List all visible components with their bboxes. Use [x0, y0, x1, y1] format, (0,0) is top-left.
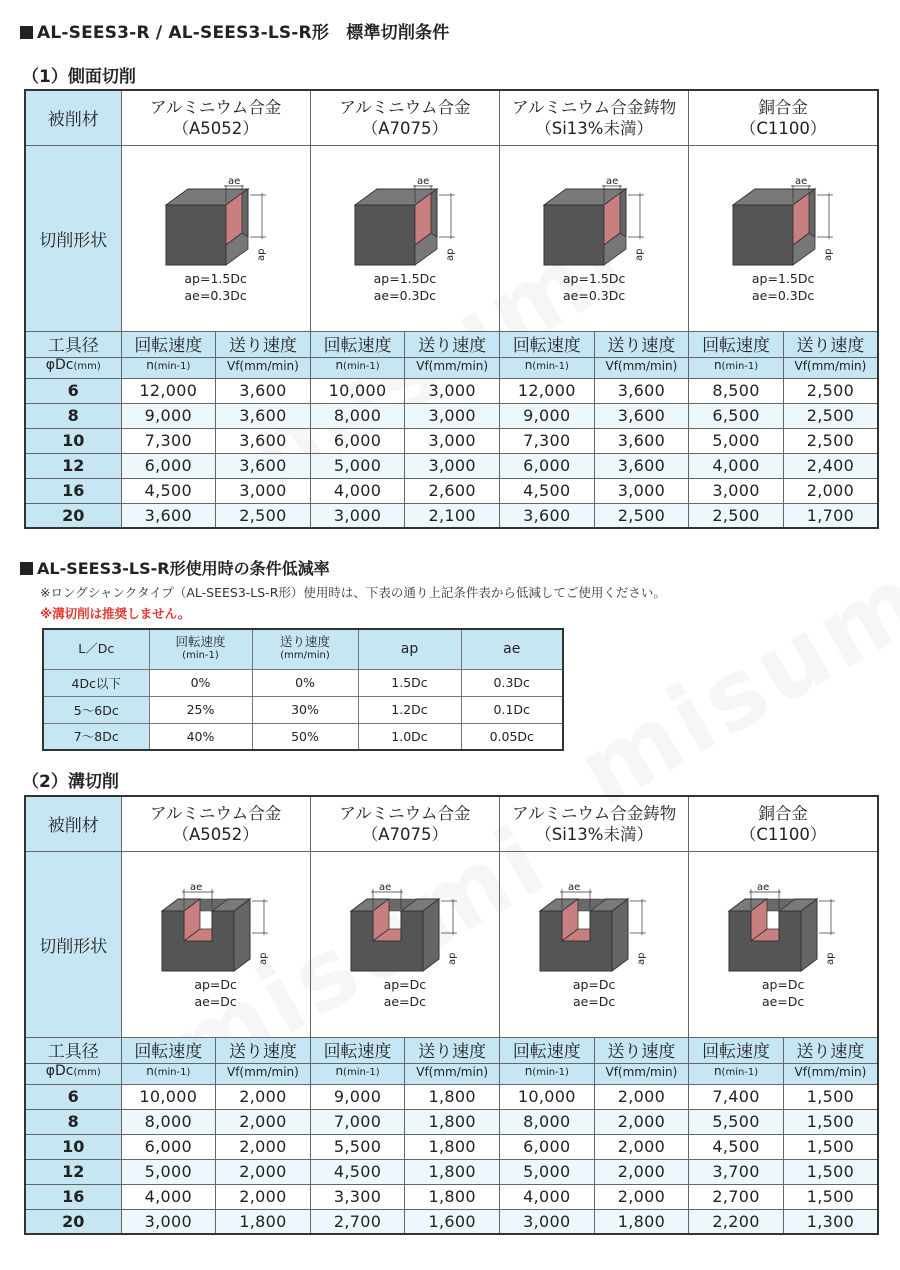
speed-cell: 6,000 — [500, 1134, 595, 1159]
slot-cut-block-icon — [723, 883, 843, 975]
watermark — [560, 524, 900, 829]
ap-label: ap — [446, 952, 458, 965]
tool-dia-unit: φDc(mm) — [25, 1063, 121, 1084]
speed-cell: 8,000 — [310, 403, 405, 428]
ap-param: ap=1.5Dc — [184, 271, 247, 286]
table-row — [25, 453, 878, 478]
ae-label: ae — [189, 883, 202, 893]
speed-cell: 3,700 — [689, 1159, 784, 1184]
feed-cell: 3,600 — [594, 453, 689, 478]
speed-cell: 10,000 — [310, 378, 405, 403]
feed-cell: 2,500 — [594, 503, 689, 528]
tool-dia-cell: 20 — [25, 503, 121, 528]
square-bullet-icon — [20, 562, 33, 575]
table-row — [25, 1184, 878, 1209]
ae-label: ae — [378, 883, 392, 893]
speed-header: 回転速度 — [310, 331, 405, 357]
speed-cell: 7,000 — [310, 1109, 405, 1134]
speed-unit: n(min-1) — [121, 1063, 216, 1084]
side-cut-diagram — [310, 145, 499, 331]
table-row — [25, 1109, 878, 1134]
feed-cell: 0% — [252, 669, 358, 696]
side-cut-diagram — [121, 145, 310, 331]
feed-cell: 3,600 — [594, 403, 689, 428]
ae-label: ae — [568, 883, 581, 893]
tool-dia-cell: 12 — [25, 453, 121, 478]
feed-cell: 2,000 — [594, 1184, 689, 1209]
feed-cell: 3,000 — [405, 428, 500, 453]
speed-cell: 6,000 — [121, 453, 216, 478]
reduction-note: ※ロングシャンクタイプ（AL-SEES3-LS-R形）使用時は、下表の通り上記条件表から低減してご使用ください。 — [40, 585, 666, 600]
tool-dia-label: 工具径 — [25, 331, 121, 357]
feed-cell: 2,000 — [216, 1184, 311, 1209]
ae-label: ae — [416, 177, 430, 187]
speed-cell: 3,000 — [500, 1209, 595, 1234]
speed-unit: n(min-1) — [500, 357, 595, 378]
feed-cell: 2,500 — [216, 503, 311, 528]
speed-cell: 3,600 — [121, 503, 216, 528]
feed-unit: Vf(mm/min) — [405, 1063, 500, 1084]
speed-cell: 5,500 — [310, 1134, 405, 1159]
feed-cell: 3,000 — [405, 378, 500, 403]
speed-cell: 6,500 — [689, 403, 784, 428]
material-cell: アルミニウム合金 （A5052） — [121, 90, 310, 145]
speed-cell: 2,200 — [689, 1209, 784, 1234]
ae-param: ae=Dc — [194, 994, 237, 1009]
ap-cell: 1.0Dc — [358, 723, 461, 750]
feed-header: 送り速度 — [216, 1037, 311, 1063]
speed-cell: 3,000 — [310, 503, 405, 528]
ae-cell: 0.3Dc — [461, 669, 563, 696]
material-cell: アルミニウム合金鋳物 （Si13%未満） — [500, 90, 689, 145]
material-label: 被削材 — [25, 796, 121, 851]
feed-unit: Vf(mm/min) — [594, 1063, 689, 1084]
speed-cell: 7,400 — [689, 1084, 784, 1109]
speed-cell: 10,000 — [121, 1084, 216, 1109]
speed-unit: n(min-1) — [310, 1063, 405, 1084]
slot-cutting-table — [24, 795, 879, 1235]
feed-cell: 2,500 — [783, 428, 878, 453]
feed-cell: 2,000 — [216, 1084, 311, 1109]
feed-cell: 3,000 — [405, 453, 500, 478]
ae-param: ae=0.3Dc — [184, 288, 247, 303]
side-cut-block-icon — [534, 177, 654, 269]
ap-label: ap — [823, 248, 835, 261]
ap-cell: 1.2Dc — [358, 696, 461, 723]
speed-cell: 2,500 — [689, 503, 784, 528]
speed-cell: 4,000 — [500, 1184, 595, 1209]
feed-cell: 1,800 — [405, 1159, 500, 1184]
slot-cut-diagram — [689, 851, 878, 1037]
speed-cell: 8,000 — [121, 1109, 216, 1134]
ae-label: ae — [606, 177, 619, 187]
side-cut-block-icon — [723, 177, 843, 269]
table-row — [25, 1084, 878, 1109]
feed-cell: 1,800 — [405, 1109, 500, 1134]
feed-cell: 2,000 — [594, 1159, 689, 1184]
tool-dia-cell: 16 — [25, 478, 121, 503]
reduction-table — [42, 628, 564, 751]
table-row — [25, 478, 878, 503]
feed-cell: 2,500 — [783, 403, 878, 428]
feed-cell: 1,600 — [405, 1209, 500, 1234]
ae-cell: 0.05Dc — [461, 723, 563, 750]
ldc-header: L／Dc — [43, 629, 149, 669]
material-row — [25, 90, 878, 145]
feed-header: 送り速度 (mm/min) — [252, 629, 358, 669]
table-row — [43, 723, 563, 750]
feed-cell: 1,500 — [783, 1184, 878, 1209]
speed-cell: 12,000 — [121, 378, 216, 403]
ap-param: ap=1.5Dc — [373, 271, 437, 286]
speed-unit: n(min-1) — [689, 1063, 784, 1084]
speed-cell: 2,700 — [689, 1184, 784, 1209]
ap-label: ap — [444, 248, 456, 261]
table-row — [25, 1159, 878, 1184]
feed-header: 送り速度 — [783, 331, 878, 357]
table-row — [25, 403, 878, 428]
feed-unit: Vf(mm/min) — [216, 1063, 311, 1084]
slot-cut-diagram — [310, 851, 499, 1037]
feed-cell: 1,500 — [783, 1134, 878, 1159]
speed-unit: n(min-1) — [500, 1063, 595, 1084]
speed-unit: n(min-1) — [689, 357, 784, 378]
ap-label: ap — [255, 248, 267, 261]
feed-cell: 50% — [252, 723, 358, 750]
feed-cell: 2,000 — [216, 1109, 311, 1134]
material-cell: 銅合金 （C1100） — [689, 90, 878, 145]
feed-cell: 1,500 — [783, 1159, 878, 1184]
ap-label: ap — [634, 248, 646, 261]
ldc-cell: 7～8Dc — [43, 723, 149, 750]
speed-cell: 6,000 — [500, 453, 595, 478]
speed-cell: 3,000 — [689, 478, 784, 503]
side-cutting-table — [24, 89, 879, 529]
slot-cut-diagram — [121, 851, 310, 1037]
ap-label: ap — [636, 952, 648, 965]
feed-cell: 3,600 — [594, 378, 689, 403]
tool-dia-cell: 8 — [25, 1109, 121, 1134]
ae-cell: 0.1Dc — [461, 696, 563, 723]
feed-cell: 2,000 — [594, 1084, 689, 1109]
speed-cell: 5,500 — [689, 1109, 784, 1134]
speed-header: 回転速度 — [689, 1037, 784, 1063]
slot-cut-block-icon — [345, 883, 465, 975]
speed-cell: 40% — [149, 723, 252, 750]
ap-param: ap=Dc — [572, 977, 616, 992]
feed-header: 送り速度 — [405, 331, 500, 357]
tool-dia-label: 工具径 — [25, 1037, 121, 1063]
speed-unit: n(min-1) — [121, 357, 216, 378]
slot-cut-block-icon — [156, 883, 276, 975]
feed-cell: 2,600 — [405, 478, 500, 503]
unit-row — [25, 1063, 878, 1084]
material-label: 被削材 — [25, 90, 121, 145]
feed-cell: 1,800 — [405, 1134, 500, 1159]
ap-param: ap=1.5Dc — [562, 271, 626, 286]
table-row — [25, 378, 878, 403]
speed-unit: n(min-1) — [310, 357, 405, 378]
speed-cell: 5,000 — [689, 428, 784, 453]
speed-cell: 9,000 — [500, 403, 595, 428]
feed-cell: 1,500 — [783, 1084, 878, 1109]
feed-cell: 1,700 — [783, 503, 878, 528]
speed-cell: 4,000 — [689, 453, 784, 478]
feed-cell: 1,800 — [405, 1184, 500, 1209]
ae-param: ae=0.3Dc — [563, 288, 626, 303]
speed-cell: 5,000 — [500, 1159, 595, 1184]
ae-header: ae — [461, 629, 563, 669]
speed-cell: 7,300 — [121, 428, 216, 453]
material-row — [25, 796, 878, 851]
feed-unit: Vf(mm/min) — [405, 357, 500, 378]
tool-dia-cell: 10 — [25, 428, 121, 453]
side-cut-block-icon — [345, 177, 465, 269]
speed-cell: 5,000 — [121, 1159, 216, 1184]
feed-cell: 3,000 — [405, 403, 500, 428]
shape-label: 切削形状 — [25, 145, 121, 331]
speed-cell: 3,300 — [310, 1184, 405, 1209]
ldc-cell: 4Dc以下 — [43, 669, 149, 696]
speed-cell: 4,000 — [310, 478, 405, 503]
speed-cell: 25% — [149, 696, 252, 723]
slot-cut-block-icon — [534, 883, 654, 975]
reduction-heading: AL-SEES3-LS-R形使用時の条件低減率 — [20, 556, 330, 579]
ae-label: ae — [227, 177, 240, 187]
feed-unit: Vf(mm/min) — [216, 357, 311, 378]
ae-param: ae=0.3Dc — [373, 288, 436, 303]
speed-header: 回転速度 — [689, 331, 784, 357]
material-cell: アルミニウム合金 （A5052） — [121, 796, 310, 851]
speed-header: 回転速度 — [500, 1037, 595, 1063]
feed-header: 送り速度 — [594, 331, 689, 357]
speed-cell: 9,000 — [310, 1084, 405, 1109]
speed-header: 回転速度 — [121, 331, 216, 357]
speed-cell: 4,500 — [689, 1134, 784, 1159]
speed-cell: 4,500 — [121, 478, 216, 503]
tool-dia-cell: 16 — [25, 1184, 121, 1209]
tool-dia-cell: 10 — [25, 1134, 121, 1159]
feed-header: 送り速度 — [783, 1037, 878, 1063]
side-cut-block-icon — [156, 177, 276, 269]
slot-cutting-heading: （2）溝切削 — [22, 772, 119, 792]
speed-cell: 6,000 — [121, 1134, 216, 1159]
material-cell: アルミニウム合金 （A7075） — [310, 796, 499, 851]
tool-dia-cell: 12 — [25, 1159, 121, 1184]
feed-unit: Vf(mm/min) — [783, 357, 878, 378]
feed-cell: 2,400 — [783, 453, 878, 478]
feed-unit: Vf(mm/min) — [594, 357, 689, 378]
feed-cell: 2,000 — [216, 1159, 311, 1184]
shape-label: 切削形状 — [25, 851, 121, 1037]
feed-cell: 2,100 — [405, 503, 500, 528]
feed-cell: 3,600 — [594, 428, 689, 453]
speed-cell: 5,000 — [310, 453, 405, 478]
tool-dia-unit: φDc(mm) — [25, 357, 121, 378]
header-row — [25, 1037, 878, 1063]
feed-cell: 3,000 — [594, 478, 689, 503]
ap-param: ap=1.5Dc — [751, 271, 815, 286]
feed-cell: 1,800 — [594, 1209, 689, 1234]
speed-cell: 8,000 — [500, 1109, 595, 1134]
feed-header: 送り速度 — [405, 1037, 500, 1063]
feed-cell: 2,000 — [216, 1134, 311, 1159]
shape-row — [25, 145, 878, 331]
shape-row — [25, 851, 878, 1037]
speed-cell: 2,700 — [310, 1209, 405, 1234]
unit-row — [25, 357, 878, 378]
slot-cut-diagram — [500, 851, 689, 1037]
tool-dia-cell: 6 — [25, 378, 121, 403]
feed-header: 送り速度 — [216, 331, 311, 357]
side-cut-diagram — [689, 145, 878, 331]
speed-cell: 6,000 — [310, 428, 405, 453]
feed-unit: Vf(mm/min) — [783, 1063, 878, 1084]
table-row — [25, 428, 878, 453]
feed-cell: 2,000 — [783, 478, 878, 503]
speed-cell: 9,000 — [121, 403, 216, 428]
speed-cell: 8,500 — [689, 378, 784, 403]
ap-param: ap=Dc — [194, 977, 237, 992]
speed-cell: 4,500 — [500, 478, 595, 503]
speed-cell: 7,300 — [500, 428, 595, 453]
speed-header: 回転速度 — [500, 331, 595, 357]
speed-cell: 3,000 — [121, 1209, 216, 1234]
feed-cell: 2,500 — [783, 378, 878, 403]
feed-cell: 3,600 — [216, 453, 311, 478]
ae-param: ae=Dc — [383, 994, 427, 1009]
ap-label: ap — [257, 952, 269, 965]
ldc-cell: 5～6Dc — [43, 696, 149, 723]
material-cell: アルミニウム合金鋳物 （Si13%未満） — [500, 796, 689, 851]
ae-param: ae=Dc — [572, 994, 616, 1009]
slot-warning: ※溝切削は推奨しません。 — [40, 606, 191, 621]
feed-cell: 3,600 — [216, 403, 311, 428]
page-title: AL-SEES3-R / AL-SEES3-LS-R形 標準切削条件 — [20, 18, 449, 43]
ae-label: ae — [795, 177, 808, 187]
feed-cell: 3,600 — [216, 428, 311, 453]
feed-cell: 2,000 — [594, 1134, 689, 1159]
speed-cell: 12,000 — [500, 378, 595, 403]
tool-dia-cell: 6 — [25, 1084, 121, 1109]
tool-dia-cell: 20 — [25, 1209, 121, 1234]
ae-label: ae — [757, 883, 770, 893]
side-cut-diagram — [500, 145, 689, 331]
ae-param: ae=0.3Dc — [752, 288, 815, 303]
feed-cell: 1,800 — [216, 1209, 311, 1234]
tool-dia-cell: 8 — [25, 403, 121, 428]
speed-header: 回転速度 (min-1) — [149, 629, 252, 669]
speed-header: 回転速度 — [121, 1037, 216, 1063]
feed-cell: 1,300 — [783, 1209, 878, 1234]
table-row — [25, 1209, 878, 1234]
speed-cell: 10,000 — [500, 1084, 595, 1109]
header-row — [25, 331, 878, 357]
square-bullet-icon — [20, 26, 33, 39]
feed-cell: 3,600 — [216, 378, 311, 403]
feed-header: 送り速度 — [594, 1037, 689, 1063]
speed-cell: 4,000 — [121, 1184, 216, 1209]
ap-param: ap=Dc — [761, 977, 805, 992]
table-row — [43, 696, 563, 723]
ap-param: ap=Dc — [383, 977, 427, 992]
ap-cell: 1.5Dc — [358, 669, 461, 696]
material-cell: 銅合金 （C1100） — [689, 796, 878, 851]
ap-header: ap — [358, 629, 461, 669]
speed-cell: 3,600 — [500, 503, 595, 528]
feed-cell: 1,800 — [405, 1084, 500, 1109]
speed-cell: 4,500 — [310, 1159, 405, 1184]
speed-cell: 0% — [149, 669, 252, 696]
feed-cell: 1,500 — [783, 1109, 878, 1134]
ae-param: ae=Dc — [761, 994, 805, 1009]
feed-cell: 2,000 — [594, 1109, 689, 1134]
feed-cell: 30% — [252, 696, 358, 723]
table-row — [43, 669, 563, 696]
side-cutting-heading: （1）側面切削 — [22, 67, 136, 87]
feed-cell: 3,000 — [216, 478, 311, 503]
table-row — [25, 1134, 878, 1159]
speed-header: 回転速度 — [310, 1037, 405, 1063]
reduction-header-row — [43, 629, 563, 669]
ap-label: ap — [825, 952, 837, 965]
table-row — [25, 503, 878, 528]
material-cell: アルミニウム合金 （A7075） — [310, 90, 499, 145]
